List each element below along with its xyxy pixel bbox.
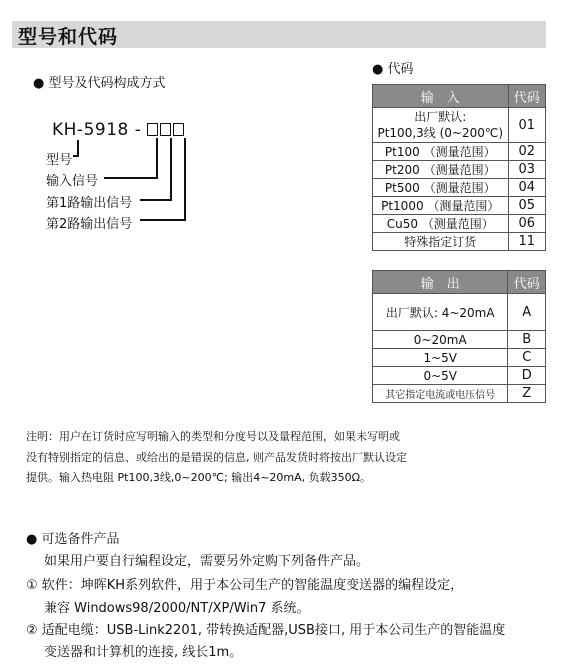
table-row: [373, 108, 546, 143]
table-row: [373, 331, 546, 349]
input-cell: Pt500 （测量范围）: [373, 179, 509, 197]
code-heading: ● 代码: [372, 62, 414, 77]
code-box-input: [147, 123, 158, 136]
accessory-item-1-line-1: ① 软件：坤晖KH系列软件，用于本公司生产的智能温度变送器的编程设定，: [26, 578, 464, 593]
code-header: 代码: [508, 271, 546, 294]
output-cell: 0~5V: [373, 367, 508, 385]
output-code-table: [372, 270, 546, 403]
accessories-heading: ● 可选备件产品: [26, 532, 120, 547]
note-line-2: 没有特别指定的信息、或给出的是错误的信息, 则产品发货时将按出厂默认设定: [26, 451, 407, 464]
table-row: [373, 294, 546, 331]
table-row: [373, 179, 546, 197]
code-box-output2: [173, 123, 184, 136]
output-header: 输 出: [373, 271, 508, 294]
accessory-item-1-line-2: 兼容 Windows98/2000/NT/XP/Win7 系统。: [44, 601, 310, 616]
input-cell: Pt200 （测量范围）: [373, 161, 509, 179]
label-model: 型号: [46, 153, 73, 168]
accessory-item-2-line-1: ② 适配电缆：USB-Link2201, 带转换适配器,USB接口, 用于本公司生产的智能温度: [26, 623, 506, 638]
output-cell: 0~20mA: [373, 331, 508, 349]
table-row: [373, 367, 546, 385]
code-cell: 04: [508, 179, 545, 197]
code-cell: 03: [508, 161, 545, 179]
code-header: 代码: [508, 85, 545, 108]
code-cell: 01: [508, 108, 545, 143]
table-row: [373, 385, 546, 403]
table-row: [373, 215, 546, 233]
code-cell: Z: [508, 385, 546, 403]
model-prefix: KH-5918 -: [52, 120, 142, 140]
code-cell: 02: [508, 143, 545, 161]
output-cell: 出厂默认: 4~20mA: [373, 294, 508, 331]
model-composition-heading: ● 型号及代码构成方式: [33, 76, 166, 91]
accessory-item-2-line-2: 变送器和计算机的连接, 线长1m。: [44, 645, 243, 660]
table-row: [373, 143, 546, 161]
input-header: 输 入: [373, 85, 509, 108]
table-row: [373, 233, 546, 251]
label-output1-signal: 第1路输出信号: [46, 196, 133, 211]
label-output2-signal: 第2路输出信号: [46, 217, 133, 232]
code-cell: C: [508, 349, 546, 367]
section-title: 型号和代码: [18, 26, 119, 48]
input-cell: 特殊指定订货: [373, 233, 509, 251]
model-code-line: [52, 120, 186, 140]
code-cell: B: [508, 331, 546, 349]
output-cell: 1~5V: [373, 349, 508, 367]
input-cell: Pt100 （测量范围）: [373, 143, 509, 161]
code-cell: 05: [508, 197, 545, 215]
code-cell: A: [508, 294, 546, 331]
label-input-signal: 输入信号: [46, 174, 99, 189]
input-cell: 出厂默认: Pt100,3线 (0~200℃): [373, 108, 509, 143]
input-cell: Pt1000 （测量范围）: [373, 197, 509, 215]
table-row: [373, 197, 546, 215]
accessories-intro: 如果用户要自行编程设定，需要另外定购下列备件产品。: [44, 554, 370, 569]
input-code-table: [372, 84, 546, 251]
code-cell: 11: [508, 233, 545, 251]
output-cell: 其它指定电流或电压信号: [373, 385, 508, 403]
note-line-1: 注明：用户在订货时应写明输入的类型和分度号以及量程范围，如果未写明或: [26, 430, 400, 443]
code-box-output1: [160, 123, 171, 136]
code-cell: 06: [508, 215, 545, 233]
table-row: [373, 349, 546, 367]
note-line-3: 提供。输入热电阻 Pt100,3线,0~200℃; 输出4~20mA, 负载350Ω。: [26, 471, 372, 484]
input-cell: Cu50 （测量范围）: [373, 215, 509, 233]
code-cell: D: [508, 367, 546, 385]
table-row: [373, 161, 546, 179]
